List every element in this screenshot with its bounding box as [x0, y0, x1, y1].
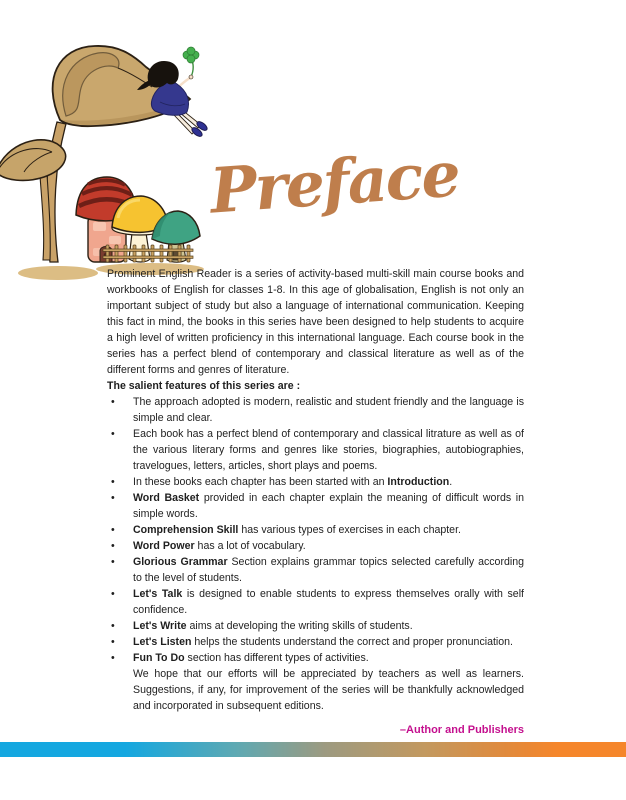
- feature-text-segment: has various types of exercises in each chapter.: [238, 524, 461, 536]
- feature-text-segment: Word Basket: [133, 492, 200, 504]
- feature-text-segment: Let's Listen: [133, 636, 192, 648]
- bullet-icon: •: [111, 556, 115, 568]
- feature-item-text: [133, 538, 524, 554]
- footer-gradient-bar: [0, 742, 626, 757]
- bullet-icon: •: [111, 636, 115, 648]
- feature-item-text: [133, 490, 524, 522]
- bullet-icon: •: [111, 652, 115, 664]
- feature-text-segment: helps the students understand the correct and proper pronunciation.: [191, 636, 514, 648]
- clover-icon: [183, 47, 199, 77]
- feature-text-segment: Section explains grammar topics selected carefully according to the level of students.: [133, 556, 525, 584]
- bullet-icon: •: [111, 476, 115, 488]
- bullet-icon: •: [111, 588, 115, 600]
- author-signature: –Author and Publishers: [399, 724, 524, 736]
- feature-item: [107, 490, 524, 522]
- feature-item: [107, 634, 524, 650]
- feature-item: [107, 538, 524, 554]
- feature-text-segment: is designed to enable students to express themselves orally with self confidence.: [133, 588, 524, 616]
- page-title: Preface: [207, 137, 461, 228]
- feature-item-text: [133, 554, 524, 586]
- feature-text-segment: Fun To Do: [133, 652, 185, 664]
- feature-text-segment: In these books each chapter has been started with an: [133, 476, 388, 488]
- feature-item-text: [133, 634, 524, 650]
- preface-content: [107, 266, 524, 738]
- feature-text-segment: provided in each chapter explain the meaning of difficult words in simple words.: [133, 492, 524, 520]
- intro-paragraph: Prominent English Reader is a series of activity-based multi-skill main course books and workbooks of English for classes 1-8. In this age of globalisation, English is not only an important subject of study but also a language of international communication. Keeping this fact in mind, the books in this series have been designed to help students to acquire a high level of written proficiency in this international language. Each course book in the series has a perfect blend of contemporary and classical literature as well as of the different forms and genres of literature.: [107, 268, 524, 376]
- bullet-icon: •: [111, 396, 115, 408]
- bullet-icon: •: [111, 428, 115, 440]
- feature-text-segment: has a lot of vocabulary.: [194, 540, 306, 552]
- feature-item-text: [133, 618, 524, 634]
- feature-item-text: [133, 522, 524, 538]
- bullet-icon: •: [111, 540, 115, 552]
- feature-item: [107, 586, 524, 618]
- feature-text-segment: Each book has a perfect blend of contemporary and classical litrature as well as of the various literary forms and genres like stories, biographies, autobiographies, travelogues, letters, articles, short plays and poems.: [133, 428, 524, 472]
- feature-item-text: [133, 426, 524, 474]
- feature-item: [107, 618, 524, 634]
- feature-text-segment: Let's Write: [133, 620, 187, 632]
- feature-text-segment: aims at developing the writing skills of students.: [186, 620, 413, 632]
- feature-item-text: [133, 474, 524, 490]
- feature-item-text: [133, 650, 524, 666]
- feature-item-text: [133, 586, 524, 618]
- feature-item: [107, 650, 524, 666]
- bullet-icon: •: [111, 492, 115, 504]
- feature-item: [107, 474, 524, 490]
- feature-text-segment: Comprehension Skill: [133, 524, 239, 536]
- feature-text-segment: Let's Talk: [133, 588, 183, 600]
- feature-text-segment: The approach adopted is modern, realistic and student friendly and the language is simple and clear.: [133, 396, 524, 424]
- feature-item: [107, 554, 524, 586]
- features-list: [107, 394, 524, 666]
- bullet-icon: •: [111, 620, 115, 632]
- feature-text-segment: section has different types of activities.: [184, 652, 369, 664]
- feature-item: [107, 394, 524, 426]
- bullet-icon: •: [111, 524, 115, 536]
- features-heading: The salient features of this series are :: [107, 380, 301, 392]
- closing-paragraph: We hope that our efforts will be appreciated by teachers as well as learners. Suggestions, if any, for improvement of the series will be thankfully acknowledged and incorporated in subsequent editions.: [133, 668, 524, 712]
- feature-text-segment: Glorious Grammar: [133, 556, 228, 568]
- feature-item-text: [133, 394, 524, 426]
- feature-text-segment: .: [449, 476, 453, 488]
- feature-text-segment: Word Power: [133, 540, 195, 552]
- feature-item: [107, 522, 524, 538]
- feature-item: [107, 426, 524, 474]
- feature-text-segment: Introduction: [387, 476, 450, 488]
